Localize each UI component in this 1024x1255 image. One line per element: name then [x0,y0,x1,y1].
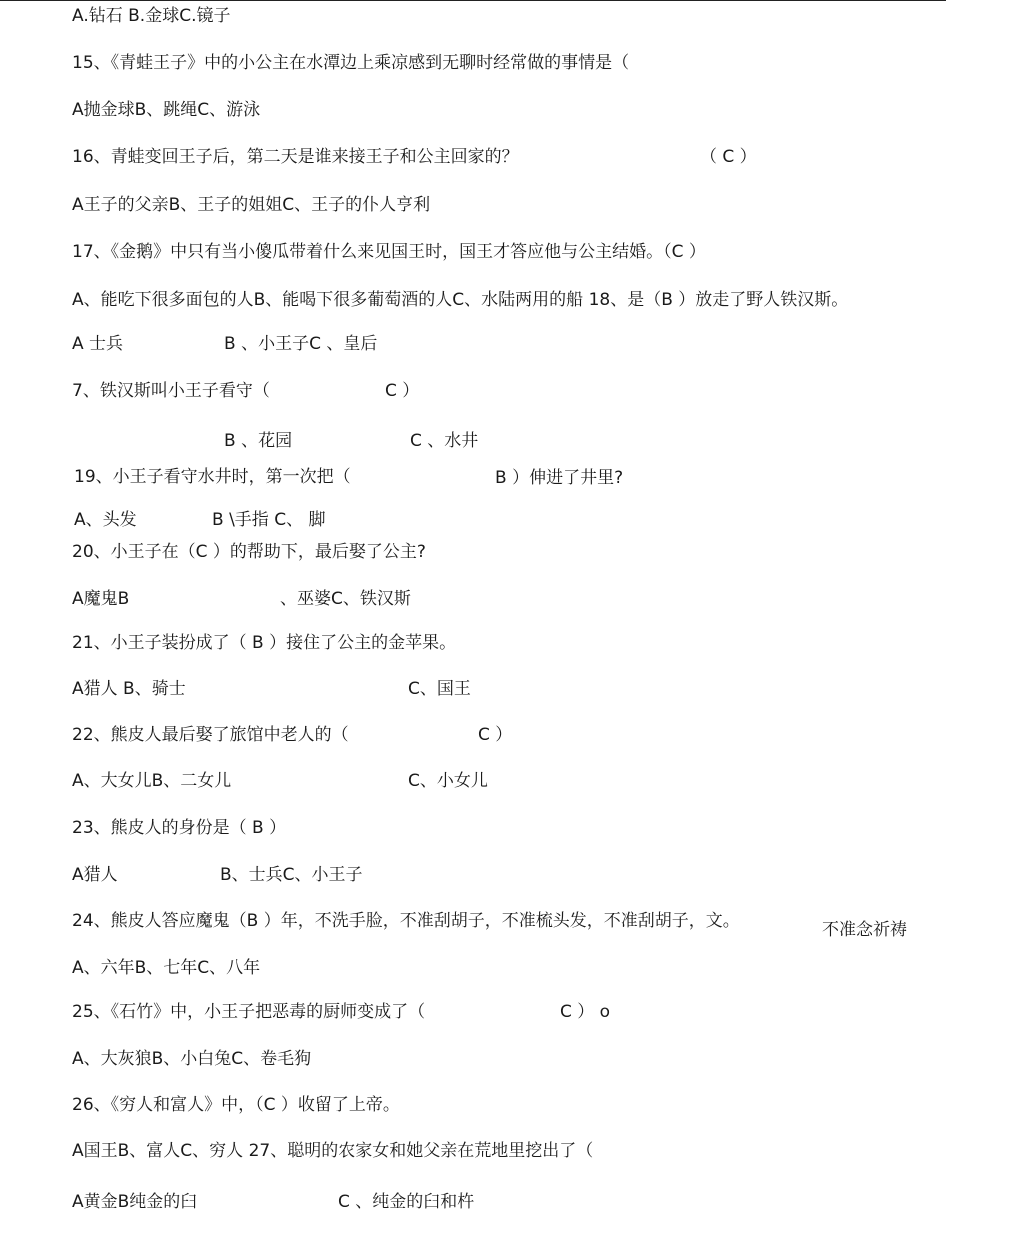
options-line-7-b: B 、花园 [224,431,293,451]
question-23: 23、熊皮人的身份是（ B ） [72,818,287,838]
question-25: 25、《石竹》中，小王子把恶毒的厨师变成了（ [72,1002,426,1022]
answer-16: （ C ） [700,147,757,167]
question-20: 20、小王子在（C ）的帮助下，最后娶了公主? [72,542,426,562]
options-line-27-c: C 、纯金的臼和杵 [338,1192,475,1212]
options-line-20-bc: 、巫婆C、铁汉斯 [280,589,411,609]
question-19: 19、小王子看守水井时，第一次把（ [74,467,351,487]
options-line-7-c: C 、水井 [410,431,479,451]
question-24: 24、熊皮人答应魔鬼（B ）年，不洗手脸，不准刮胡子，不准梳头发，不准刮胡子，文。 [72,911,740,931]
question-26: 26、《穷人和富人》中，（C ）收留了上帝。 [72,1095,400,1115]
options-line-15: A抛金球B、跳绳C、游泳 [72,100,261,120]
question-16: 16、青蛙变回王子后，第二天是谁来接王子和公主回家的？ [72,147,519,167]
options-line-26-question-27: A国王B、富人C、穷人 27、聪明的农家女和她父亲在荒地里挖出了（ [72,1141,594,1161]
answer-22: C ） [478,725,513,745]
options-line-27-ab: A黄金B纯金的臼 [72,1192,198,1212]
options-line-18-a: A 士兵 [72,334,124,354]
options-line-19-bc: B \手指 C、 脚 [212,510,326,530]
question-7: 7、铁汉斯叫小王子看守（ [72,381,270,401]
options-line-17-question-18: A、能吃下很多面包的人B、能喝下很多葡萄酒的人C、水陆两用的船 18、是（B ）放走了野人铁汉斯。 [72,290,849,310]
question-15: 15、《青蛙王子》中的小公主在水潭边上乘凉感到无聊时经常做的事情是（ [72,53,630,73]
question-17: 17、《金鹅》中只有当小傻瓜带着什么来见国王时，国王才答应他与公主结婚。（C ） [72,242,706,262]
options-line-20-ab: A魔鬼B [72,589,130,609]
options-line-23-a: A猎人 [72,865,118,885]
options-line-21-c: C、国王 [408,679,471,699]
options-line-16: A王子的父亲B、王子的姐姐C、王子的仆人亨利 [72,195,431,215]
options-line-25: A、大灰狼B、小白兔C、卷毛狗 [72,1049,312,1069]
answer-25: C ） o [560,1002,611,1022]
answer-7: C ） [385,381,420,401]
answer-19: B ）伸进了井里? [495,468,624,488]
question-22: 22、熊皮人最后娶了旅馆中老人的（ [72,725,349,745]
question-24-tail: 不准念祈祷 [822,920,907,940]
options-line-21-ab: A猎人 B、骑士 [72,679,186,699]
options-line-19-a: A、头发 [74,510,137,530]
options-line-22-ab: A、大女儿B、二女儿 [72,771,232,791]
question-21: 21、小王子装扮成了（ B ）接住了公主的金苹果。 [72,633,457,653]
options-line-18-bc: B 、小王子C 、皇后 [224,334,378,354]
options-line-23-bc: B、士兵C、小王子 [220,865,363,885]
options-line-14: A.钻石 B.金球C.镜子 [72,6,231,26]
top-rule [0,0,946,1]
options-line-24: A、六年B、七年C、八年 [72,958,261,978]
options-line-22-c: C、小女儿 [408,771,488,791]
